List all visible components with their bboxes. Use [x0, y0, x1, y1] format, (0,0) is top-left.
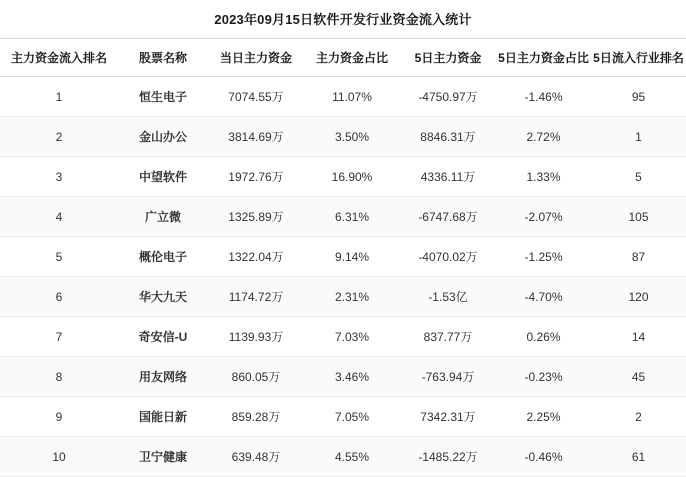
- table-row: [0, 77, 686, 117]
- cell-5day-main-capital: -763.94万: [400, 357, 496, 397]
- cell-5day-industry-rank: 2: [591, 397, 686, 437]
- cell-day-main-ratio: 6.31%: [304, 197, 400, 237]
- cell-5day-main-ratio: -4.70%: [496, 277, 591, 317]
- cell-5day-main-capital: -1485.22万: [400, 437, 496, 477]
- cell-5day-industry-rank: 120: [591, 277, 686, 317]
- cell-5day-industry-rank: 5: [591, 157, 686, 197]
- cell-5day-main-ratio: -1.25%: [496, 237, 591, 277]
- cell-day-main-capital: 639.48万: [208, 437, 304, 477]
- table-row: [0, 237, 686, 277]
- cell-5day-main-capital: -4070.02万: [400, 237, 496, 277]
- cell-day-main-ratio: 7.03%: [304, 317, 400, 357]
- cell-5day-main-capital: 7342.31万: [400, 397, 496, 437]
- page-title: 2023年09月15日软件开发行业资金流入统计: [214, 12, 472, 27]
- cell-5day-industry-rank: 14: [591, 317, 686, 357]
- cell-rank: 10: [0, 437, 118, 477]
- table-row: [0, 117, 686, 157]
- cell-5day-main-capital: 837.77万: [400, 317, 496, 357]
- cell-5day-main-ratio: 1.33%: [496, 157, 591, 197]
- table-row: [0, 157, 686, 197]
- column-header-5day-main-ratio: 5日主力资金占比: [496, 39, 591, 77]
- cell-day-main-ratio: 3.50%: [304, 117, 400, 157]
- cell-rank: 5: [0, 237, 118, 277]
- cell-rank: 8: [0, 357, 118, 397]
- cell-stock-name: 中望软件: [118, 157, 208, 197]
- cell-day-main-ratio: 9.14%: [304, 237, 400, 277]
- cell-5day-main-ratio: 2.72%: [496, 117, 591, 157]
- cell-stock-name: 奇安信-U: [118, 317, 208, 357]
- cell-day-main-ratio: 3.46%: [304, 357, 400, 397]
- cell-day-main-ratio: 7.05%: [304, 397, 400, 437]
- cell-5day-industry-rank: 105: [591, 197, 686, 237]
- cell-5day-industry-rank: 1: [591, 117, 686, 157]
- table-header-row: [0, 39, 686, 77]
- column-header-stock-name: 股票名称: [118, 39, 208, 77]
- cell-rank: 3: [0, 157, 118, 197]
- cell-rank: 4: [0, 197, 118, 237]
- cell-day-main-ratio: 11.07%: [304, 77, 400, 117]
- cell-5day-main-ratio: -0.23%: [496, 357, 591, 397]
- table-body: [0, 77, 686, 477]
- cell-5day-main-capital: 8846.31万: [400, 117, 496, 157]
- cell-stock-name: 金山办公: [118, 117, 208, 157]
- cell-5day-main-ratio: -0.46%: [496, 437, 591, 477]
- column-header-rank: 主力资金流入排名: [0, 39, 118, 77]
- cell-stock-name: 广立微: [118, 197, 208, 237]
- column-header-5day-main-capital: 5日主力资金: [400, 39, 496, 77]
- cell-day-main-capital: 1972.76万: [208, 157, 304, 197]
- cell-day-main-capital: 1322.04万: [208, 237, 304, 277]
- cell-stock-name: 概伦电子: [118, 237, 208, 277]
- cell-stock-name: 华大九天: [118, 277, 208, 317]
- table-row: [0, 317, 686, 357]
- cell-day-main-ratio: 2.31%: [304, 277, 400, 317]
- cell-rank: 6: [0, 277, 118, 317]
- cell-stock-name: 恒生电子: [118, 77, 208, 117]
- cell-day-main-capital: 7074.55万: [208, 77, 304, 117]
- cell-stock-name: 国能日新: [118, 397, 208, 437]
- table-row: [0, 277, 686, 317]
- cell-5day-main-capital: -6747.68万: [400, 197, 496, 237]
- cell-day-main-capital: 1325.89万: [208, 197, 304, 237]
- table-header: [0, 39, 686, 77]
- cell-rank: 1: [0, 77, 118, 117]
- table-row: [0, 357, 686, 397]
- table-row: [0, 397, 686, 437]
- column-header-day-main-ratio: 主力资金占比: [304, 39, 400, 77]
- cell-rank: 9: [0, 397, 118, 437]
- cell-day-main-capital: 3814.69万: [208, 117, 304, 157]
- cell-5day-main-ratio: 2.25%: [496, 397, 591, 437]
- cell-5day-industry-rank: 95: [591, 77, 686, 117]
- column-header-day-main-capital: 当日主力资金: [208, 39, 304, 77]
- capital-flow-table: [0, 38, 686, 477]
- cell-day-main-capital: 859.28万: [208, 397, 304, 437]
- cell-5day-industry-rank: 87: [591, 237, 686, 277]
- cell-rank: 2: [0, 117, 118, 157]
- cell-day-main-capital: 860.05万: [208, 357, 304, 397]
- cell-5day-main-capital: 4336.11万: [400, 157, 496, 197]
- cell-day-main-capital: 1174.72万: [208, 277, 304, 317]
- table-row: [0, 437, 686, 477]
- cell-stock-name: 用友网络: [118, 357, 208, 397]
- table-row: [0, 197, 686, 237]
- cell-stock-name: 卫宁健康: [118, 437, 208, 477]
- cell-5day-main-ratio: 0.26%: [496, 317, 591, 357]
- cell-5day-main-capital: -4750.97万: [400, 77, 496, 117]
- cell-5day-main-ratio: -2.07%: [496, 197, 591, 237]
- cell-rank: 7: [0, 317, 118, 357]
- column-header-5day-industry-rank: 5日流入行业排名: [591, 39, 686, 77]
- cell-5day-main-ratio: -1.46%: [496, 77, 591, 117]
- cell-day-main-ratio: 4.55%: [304, 437, 400, 477]
- cell-day-main-ratio: 16.90%: [304, 157, 400, 197]
- cell-day-main-capital: 1139.93万: [208, 317, 304, 357]
- cell-5day-industry-rank: 61: [591, 437, 686, 477]
- cell-5day-main-capital: -1.53亿: [400, 277, 496, 317]
- cell-5day-industry-rank: 45: [591, 357, 686, 397]
